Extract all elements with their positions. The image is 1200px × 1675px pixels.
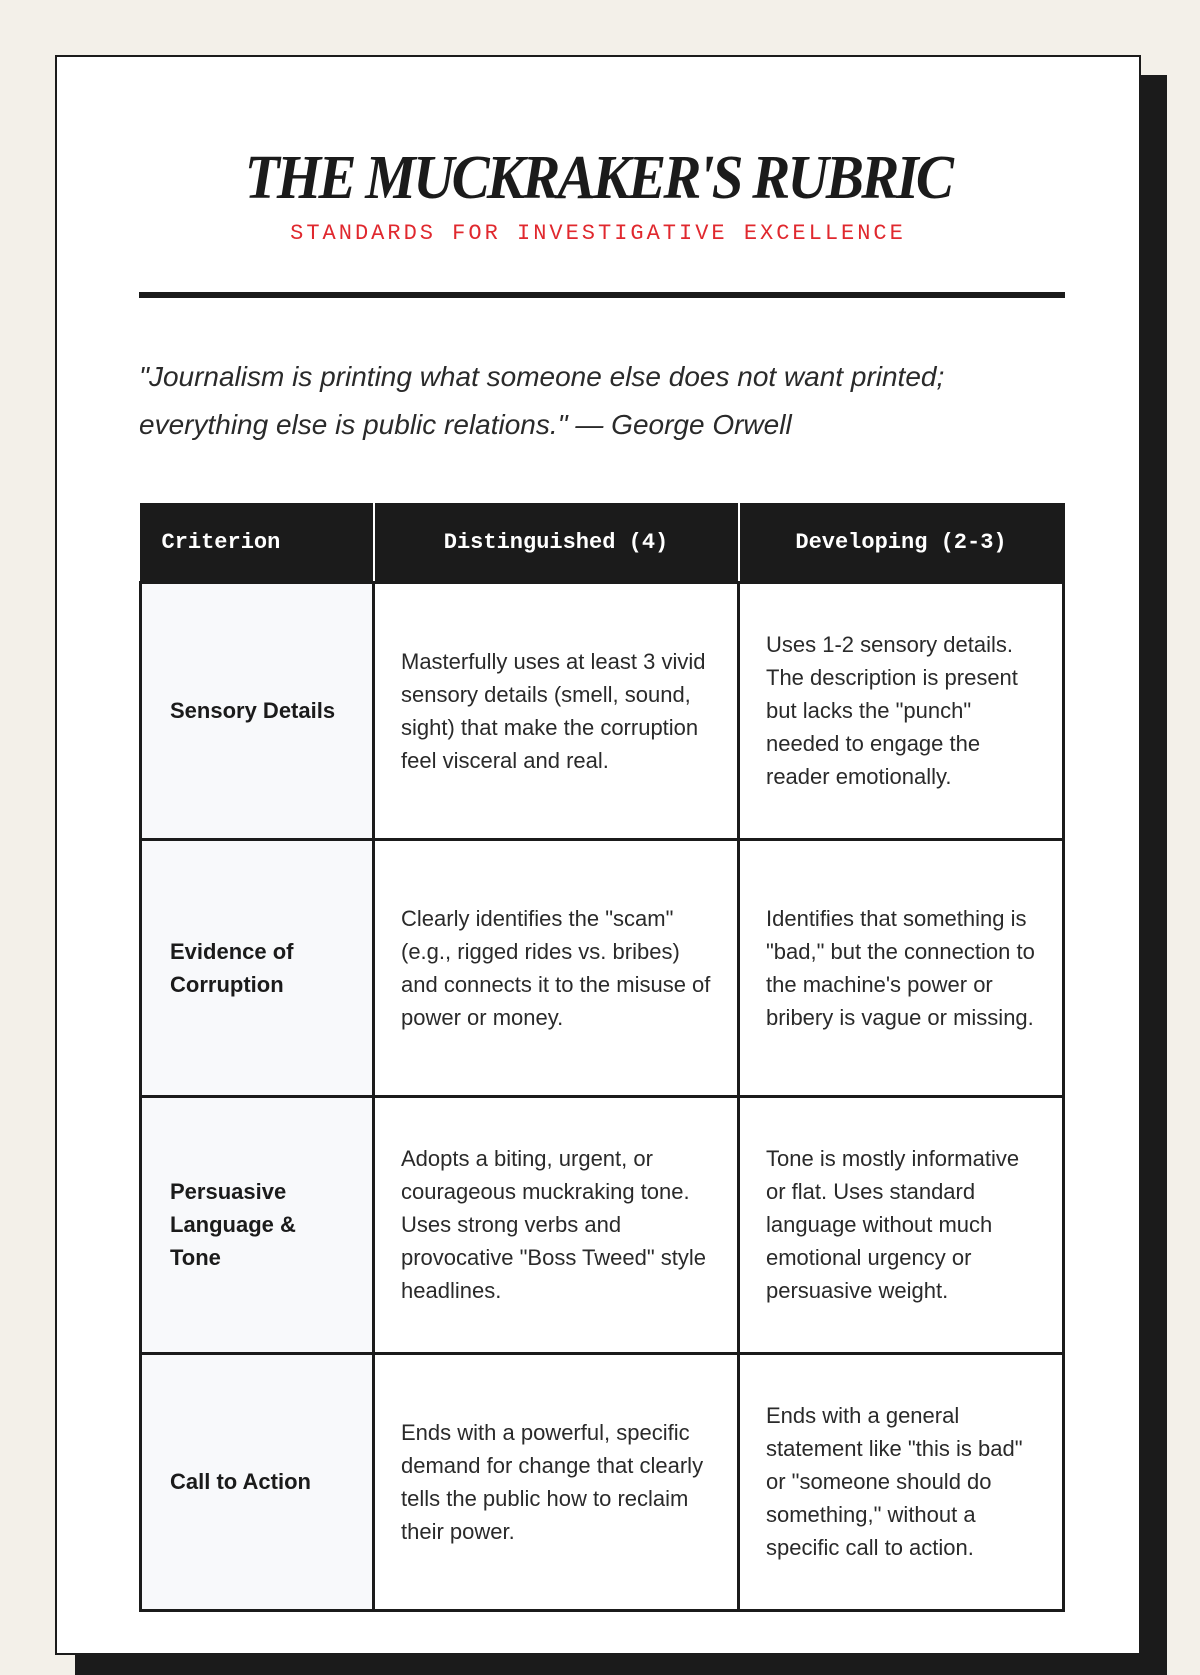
criterion-cell: Sensory Details <box>141 582 374 839</box>
table-row <box>141 839 1064 1096</box>
developing-cell: Uses 1-2 sensory details. The description is present but lacks the "punch" needed to engage the reader emotionally. <box>739 582 1064 839</box>
developing-cell: Identifies that something is "bad," but the connection to the machine's power or bribery is vague or missing. <box>739 839 1064 1096</box>
developing-cell: Ends with a general statement like "this is bad" or "someone should do something," without a specific call to action. <box>739 1353 1064 1610</box>
page-title: THE MUCKRAKER'S RUBRIC <box>244 144 952 212</box>
table-header-row <box>141 504 1064 582</box>
criterion-cell: Evidence of Corruption <box>141 839 374 1096</box>
distinguished-cell: Ends with a powerful, specific demand for change that clearly tells the public how to reclaim their power. <box>374 1353 739 1610</box>
table-row <box>141 582 1064 839</box>
rubric-card <box>55 55 1141 1655</box>
distinguished-cell: Clearly identifies the "scam" (e.g., rigged rides vs. bribes) and connects it to the misuse of power or money. <box>374 839 739 1096</box>
column-header-developing: Developing (2-3) <box>739 504 1064 582</box>
distinguished-cell: Adopts a biting, urgent, or courageous muckraking tone. Uses strong verbs and provocative "Boss Tweed" style headlines. <box>374 1096 739 1353</box>
divider <box>139 292 1065 298</box>
table-row <box>141 1096 1064 1353</box>
criterion-cell: Persuasive Language & Tone <box>141 1096 374 1353</box>
quote: "Journalism is printing what someone else does not want printed; everything else is public relations." — George Orwell <box>139 361 945 440</box>
page-subtitle: STANDARDS FOR INVESTIGATIVE EXCELLENCE <box>290 221 906 246</box>
developing-cell: Tone is mostly informative or flat. Uses standard language without much emotional urgency or persuasive weight. <box>739 1096 1064 1353</box>
column-header-distinguished: Distinguished (4) <box>374 504 739 582</box>
distinguished-cell: Masterfully uses at least 3 vivid sensory details (smell, sound, sight) that make the corruption feel visceral and real. <box>374 582 739 839</box>
rubric-table <box>139 503 1065 1612</box>
column-header-criterion: Criterion <box>141 504 374 582</box>
criterion-cell: Call to Action <box>141 1353 374 1610</box>
table-row <box>141 1353 1064 1610</box>
